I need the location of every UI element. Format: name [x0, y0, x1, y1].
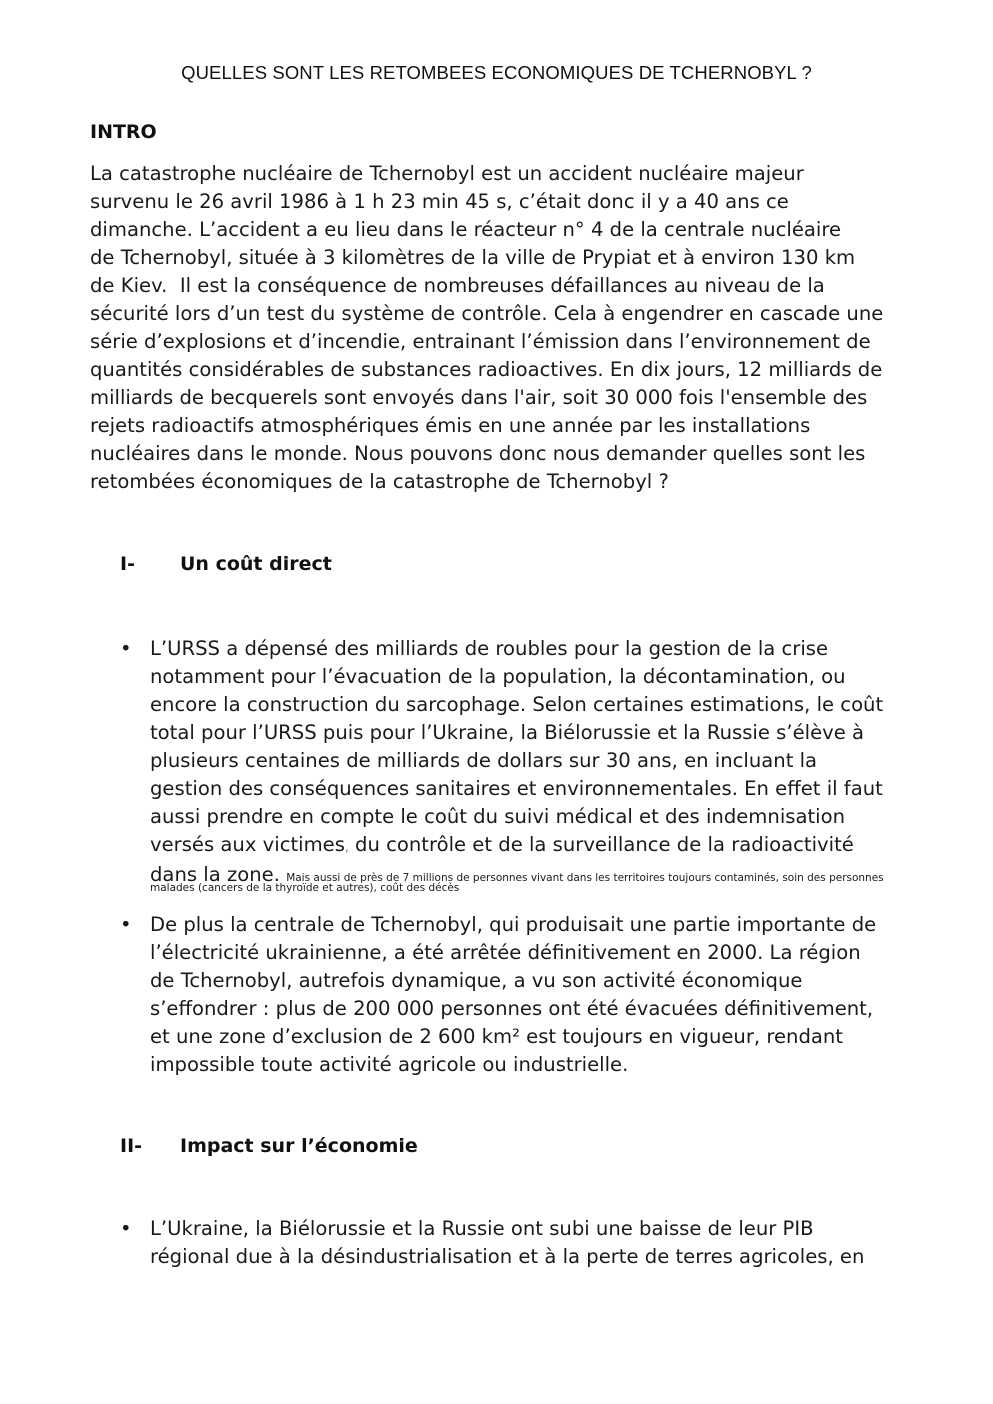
small-note: malades (cancers de la thyroïde et autres), coût des décès	[150, 882, 460, 894]
intro-heading: INTRO	[90, 121, 157, 143]
section-heading-1	[120, 553, 332, 575]
bullet-line	[150, 831, 910, 861]
small-note: Mais aussi de près de 7 millions de personnes vivant dans les territoires toujours contaminés, soin des personnes	[286, 872, 884, 884]
section-heading-2	[120, 1135, 418, 1157]
section-number: I-	[120, 553, 135, 575]
intro-line: dimanche. L’accident a eu lieu dans le réacteur n° 4 de la centrale nucléaire	[90, 218, 842, 241]
bullet-icon: •	[120, 637, 132, 660]
bullet-line: impossible toute activité agricole ou industrielle.	[150, 1053, 629, 1076]
intro-line: de Tchernobyl, située à 3 kilomètres de la ville de Prypiat et à environ 130 km	[90, 246, 856, 269]
bullet-icon: •	[120, 1217, 132, 1240]
intro-line: sécurité lors d’un test du système de contrôle. Cela à engendrer en cascade une	[90, 302, 884, 325]
bullet-text	[150, 911, 910, 1079]
document-title: QUELLES SONT LES RETOMBEES ECONOMIQUES DE TCHERNOBYL ?	[181, 62, 812, 83]
intro-line: milliards de becquerels sont envoyés dans l'air, soit 30 000 fois l'ensemble des	[90, 386, 868, 409]
bullet-line: plusieurs centaines de milliards de dollars sur 30 ans, en incluant la	[150, 749, 818, 772]
intro-line: série d’explosions et d’incendie, entrainant l’émission dans l’environnement de	[90, 330, 871, 353]
intro-line: rejets radioactifs atmosphériques émis en une année par les installations	[90, 414, 811, 437]
bullet-text	[150, 1215, 910, 1271]
intro-line: de Kiev. Il est la conséquence de nombreuses défaillances au niveau de la	[90, 274, 825, 297]
bullet-text	[150, 635, 910, 896]
text-run: ,	[344, 840, 349, 854]
section-title: Un coût direct	[180, 553, 332, 575]
intro-paragraph	[90, 160, 905, 496]
bullet-line: L’URSS a dépensé des milliards de roubles pour la gestion de la crise	[150, 637, 829, 660]
bullet-line: total pour l’URSS puis pour l’Ukraine, la Biélorussie et la Russie s’élève à	[150, 721, 865, 744]
bullet-line: notamment pour l’évacuation de la population, la décontamination, ou	[150, 665, 846, 688]
intro-line: La catastrophe nucléaire de Tchernobyl est un accident nucléaire majeur	[90, 162, 804, 185]
bullet-line: encore la construction du sarcophage. Selon certaines estimations, le coût	[150, 693, 884, 716]
bullet-icon: •	[120, 913, 132, 936]
intro-line: retombées économiques de la catastrophe de Tchernobyl ?	[90, 470, 669, 493]
bullet-line: L’Ukraine, la Biélorussie et la Russie ont subi une baisse de leur PIB	[150, 1217, 814, 1240]
intro-line: survenu le 26 avril 1986 à 1 h 23 min 45 s, c’était donc il y a 40 ans ce	[90, 190, 789, 213]
bullet-line: s’effondrer : plus de 200 000 personnes ont été évacuées définitivement,	[150, 997, 874, 1020]
bullet-line: régional due à la désindustrialisation et à la perte de terres agricoles, en	[150, 1245, 865, 1268]
text-run: versés aux victimes	[150, 833, 345, 856]
bullet-line: l’électricité ukrainienne, a été arrêtée définitivement en 2000. La région	[150, 941, 861, 964]
bullet-line: et une zone d’exclusion de 2 600 km² est toujours en vigueur, rendant	[150, 1025, 843, 1048]
text-run: du contrôle et de la surveillance de la radioactivité	[348, 833, 854, 856]
section-title: Impact sur l’économie	[180, 1135, 418, 1157]
bullet-line: aussi prendre en compte le coût du suivi médical et des indemnisation	[150, 805, 846, 828]
text-run: dans la zone.	[150, 863, 280, 886]
section-number: II-	[120, 1135, 143, 1157]
intro-line: nucléaires dans le monde. Nous pouvons donc nous demander quelles sont les	[90, 442, 866, 465]
bullet-line: gestion des conséquences sanitaires et environnementales. En effet il faut	[150, 777, 883, 800]
intro-line: quantités considérables de substances radioactives. En dix jours, 12 milliards de	[90, 358, 883, 381]
bullet-line: de Tchernobyl, autrefois dynamique, a vu son activité économique	[150, 969, 803, 992]
bullet-line: De plus la centrale de Tchernobyl, qui produisait une partie importante de	[150, 913, 877, 936]
